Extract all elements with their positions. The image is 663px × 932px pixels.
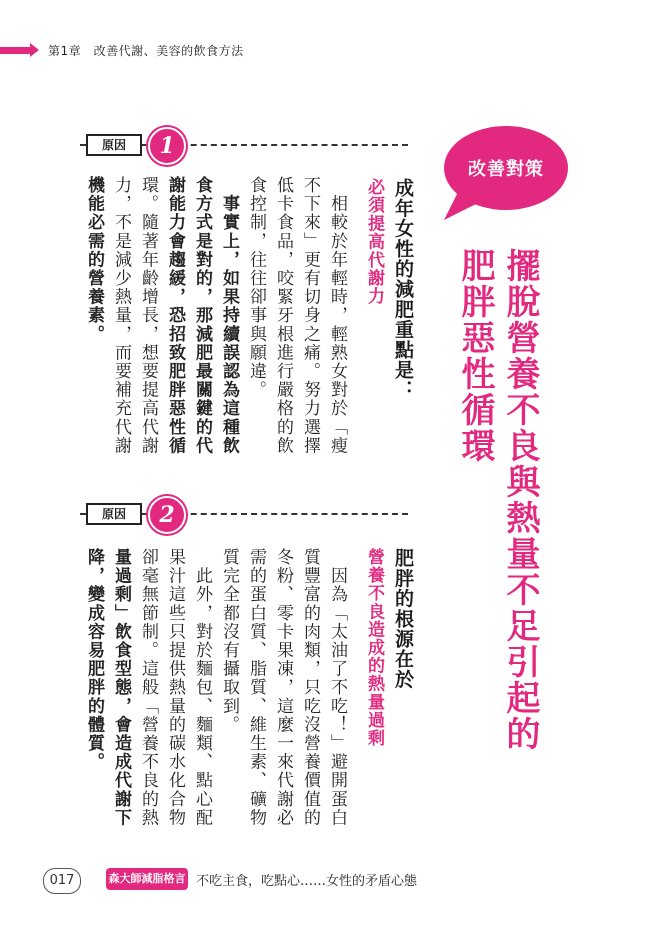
- reason2-col: 質完全都沒有攝取到。: [219, 548, 239, 734]
- reason2-col: 因為「太油了不吃！」避開蛋白: [327, 548, 347, 827]
- reason2-col: 冬粉、零卡果凍，這麼一來代謝必: [273, 548, 293, 827]
- reason2-col: 質豐富的肉類，只吃沒營養價值的: [300, 548, 320, 827]
- header-arrow-icon: [30, 43, 39, 57]
- chapter-header: 第1章 改善代謝、美容的飲食方法: [48, 44, 244, 58]
- reason1-col: 低卡食品，咬緊牙根進行嚴格的飲: [273, 176, 293, 455]
- reason2-subheading: 營養不良造成的熱量過剩: [364, 548, 384, 748]
- title-line-2: 肥胖惡性循環: [455, 248, 495, 464]
- reason2-heading: 肥胖的根源在於: [392, 548, 414, 690]
- footer-quote: 不吃主食，吃點心……女性的矛盾心態: [196, 874, 418, 889]
- header-accent-bar: [0, 47, 34, 54]
- reason1-col: 機能必需的營養素。: [84, 176, 104, 344]
- reason1-col: 環。隨著年齡增長，想要提高代謝: [138, 176, 158, 455]
- reason1-col: 謝能力會趨緩，恐招致肥胖惡性循: [165, 176, 185, 455]
- strategy-badge-label: 改善對策: [468, 159, 544, 180]
- reason1-subheading: 必須提高代謝力: [364, 178, 384, 306]
- footer-badge: 森大師減脂格言: [106, 868, 188, 890]
- reason2-col: 需的蛋白質、脂質、維生素、礦物: [246, 548, 266, 827]
- title-line-1: 擺脫營養不良與熱量不足引起的: [500, 248, 540, 752]
- reason2-col: 量過剩」飲食型態，會造成代謝下: [111, 548, 131, 827]
- reason2-col: 卻毫無節制。這般「營養不良的熱: [138, 548, 158, 827]
- reason1-heading: 成年女性的減肥重點是：: [392, 178, 414, 401]
- reason2-label: 原因: [86, 503, 142, 525]
- reason1-col: 力，不是減少熱量，而要補充代謝: [111, 176, 131, 455]
- page-number: 017: [43, 868, 81, 894]
- reason1-col: 事實上，如果持續誤認為這種飲: [219, 176, 239, 455]
- reason1-col: 相較於年輕時，輕熟女對於「瘦: [327, 176, 347, 455]
- reason1-col: 不下來」更有切身之痛。努力選擇: [300, 176, 320, 455]
- reason1-col: 食方式是對的，那減肥最關鍵的代: [192, 176, 212, 455]
- reason2-number-badge: 2: [148, 496, 186, 534]
- reason1-col: 食控制，往往卻事與願違。: [246, 176, 266, 400]
- reason1-label: 原因: [86, 134, 142, 156]
- reason2-col: 降，變成容易肥胖的體質。: [84, 548, 104, 772]
- reason1-number-badge: 1: [148, 127, 186, 165]
- reason2-col: 果汁這些只提供熱量的碳水化合物: [165, 548, 185, 827]
- reason2-col: 此外，對於麵包、麵類、點心配: [192, 548, 212, 827]
